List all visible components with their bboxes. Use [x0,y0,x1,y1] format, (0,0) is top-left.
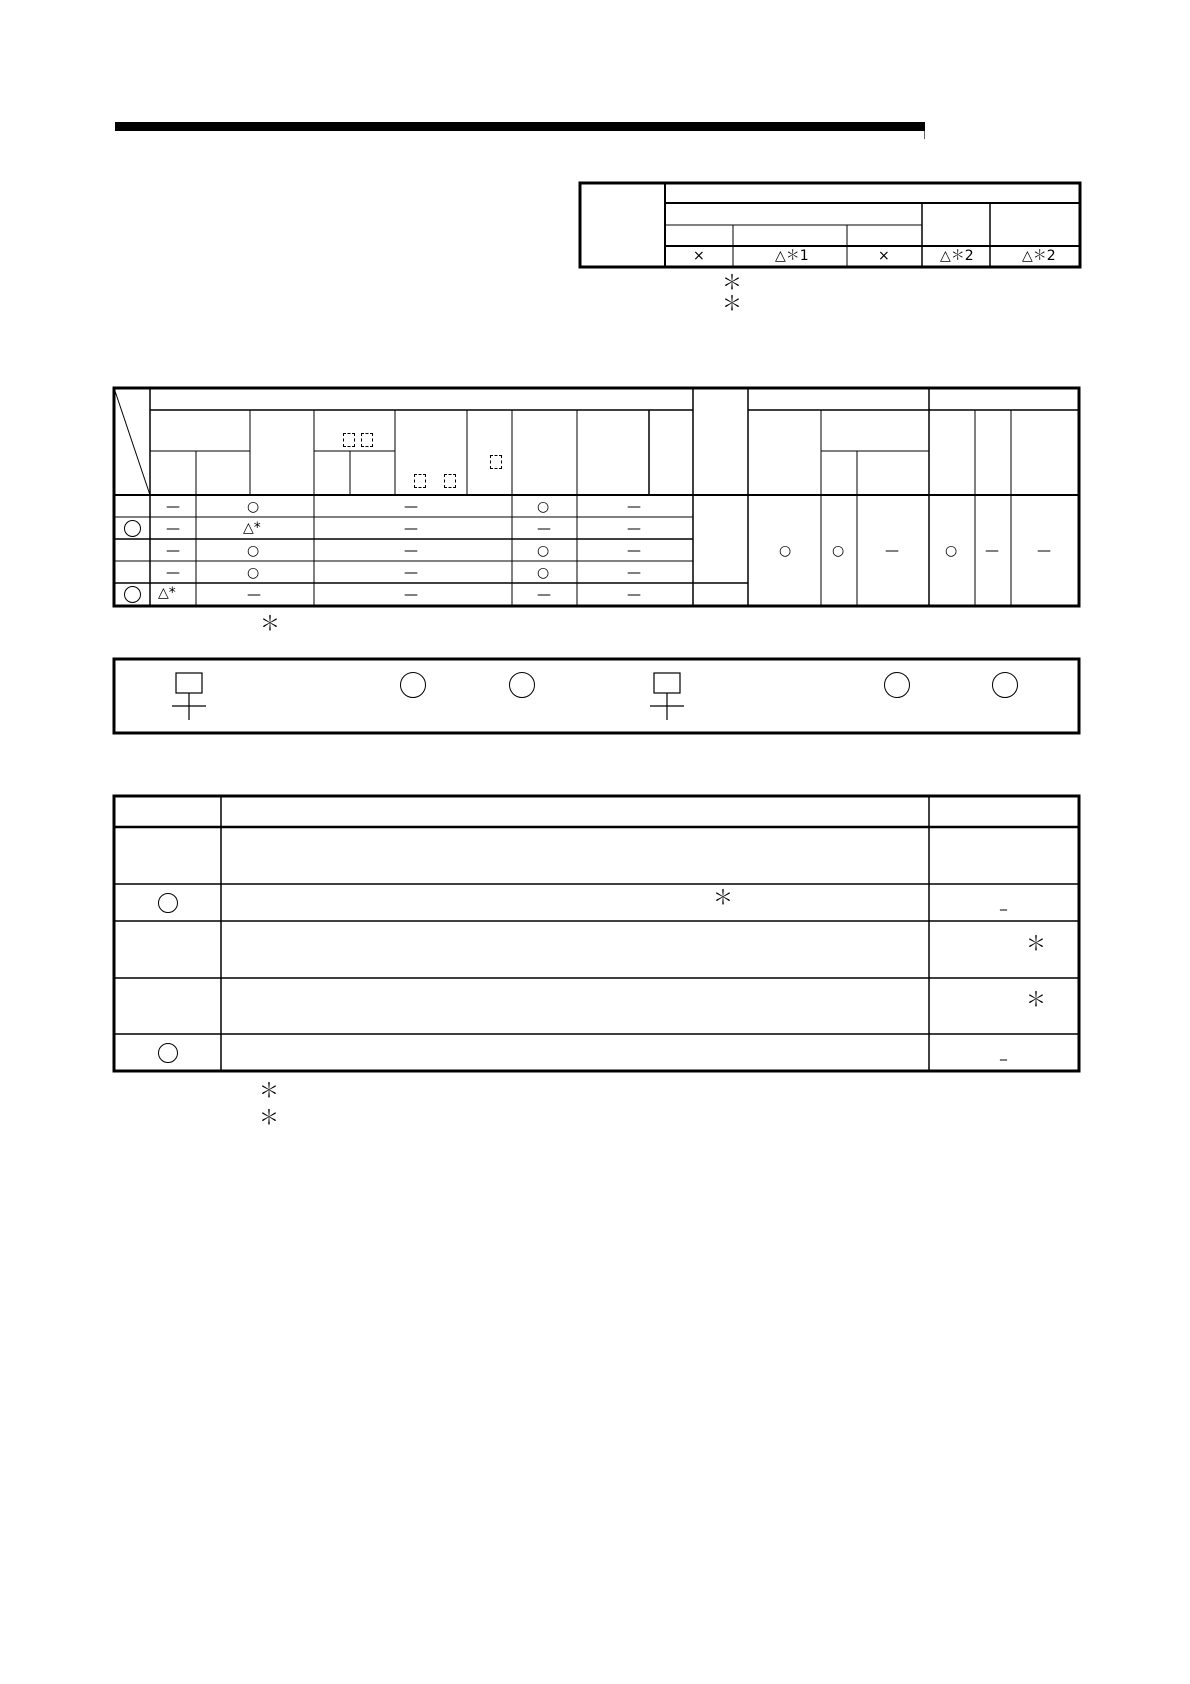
t3-right-v1: _ [1000,895,1007,911]
t2-r2-c1: — [166,521,180,537]
placeholder-box-icon [414,474,426,488]
legend-circle-icon [400,672,426,698]
t2-r4-c2: ○ [247,565,260,581]
t3-footnote-mark-1: ＊ [259,1078,279,1102]
row-marker-circle [158,893,178,913]
t2-r3-c2: ○ [247,543,260,559]
t1-cell-4: △＊2 [940,248,974,264]
t2-right-v2: ○ [832,543,845,559]
t2-right-v3: — [885,543,899,559]
placeholder-box-icon [490,455,502,469]
t2-r4-c1: — [166,565,180,581]
t2-r3-c5: — [627,543,641,559]
t2-r3-c3: — [404,543,418,559]
t2-r2-c4: — [537,521,551,537]
t2-r1-c3: — [404,499,418,515]
placeholder-box-icon [361,433,373,447]
t2-r2-c5: — [627,521,641,537]
t2-r2-c2: △* [243,520,261,536]
row-marker-circle [158,1043,178,1063]
t3-right-v2: ＊ [1026,931,1046,955]
header-rule-tick [924,131,925,139]
t2-r2-c3: — [404,521,418,537]
t2-r1-c1: — [166,499,180,515]
t2-r5-c4: — [537,587,551,603]
header-rule [115,122,925,131]
t1-cell-5: △＊2 [1022,248,1056,264]
contact-symbol-icon [650,671,684,721]
t2-right-v6: — [1037,543,1051,559]
t2-r4-c4: ○ [537,565,550,581]
t2-r5-c5: — [627,587,641,603]
t2-r3-c1: — [166,543,180,559]
t3-right-v4: _ [1000,1045,1007,1061]
t2-r5-c3: — [404,587,418,603]
t1-footnote-mark-2: ＊ [722,291,742,315]
t2-r1-c2: ○ [247,499,260,515]
t2-right-v5: — [985,543,999,559]
t2-right-v4: ○ [945,543,958,559]
t2-r3-c4: ○ [537,543,550,559]
t1-cell-3: × [878,248,890,264]
t1-cell-2: △＊1 [775,248,809,264]
row-marker-circle [124,520,141,537]
t2-r5-c2: — [247,587,261,603]
t3-right-v3: ＊ [1026,987,1046,1011]
contact-symbol-icon [172,671,206,721]
legend-circle-icon [884,672,910,698]
placeholder-box-icon [444,474,456,488]
legend-circle-icon [509,672,535,698]
t2-r4-c5: — [627,565,641,581]
t2-footnote-mark: ＊ [260,611,280,635]
row-marker-circle [124,586,141,603]
t2-r1-c5: — [627,499,641,515]
t1-cell-1: × [693,248,705,264]
t2-right-v1: ○ [779,543,792,559]
legend-circle-icon [992,672,1018,698]
t2-r5-c1: △* [158,585,176,601]
t3-row2-footnote-mark: ＊ [713,885,733,909]
placeholder-box-icon [343,433,355,447]
t3-footnote-mark-2: ＊ [259,1105,279,1129]
t2-r1-c4: ○ [537,499,550,515]
t1-footnote-mark-1: ＊ [722,270,742,294]
t2-r4-c3: — [404,565,418,581]
